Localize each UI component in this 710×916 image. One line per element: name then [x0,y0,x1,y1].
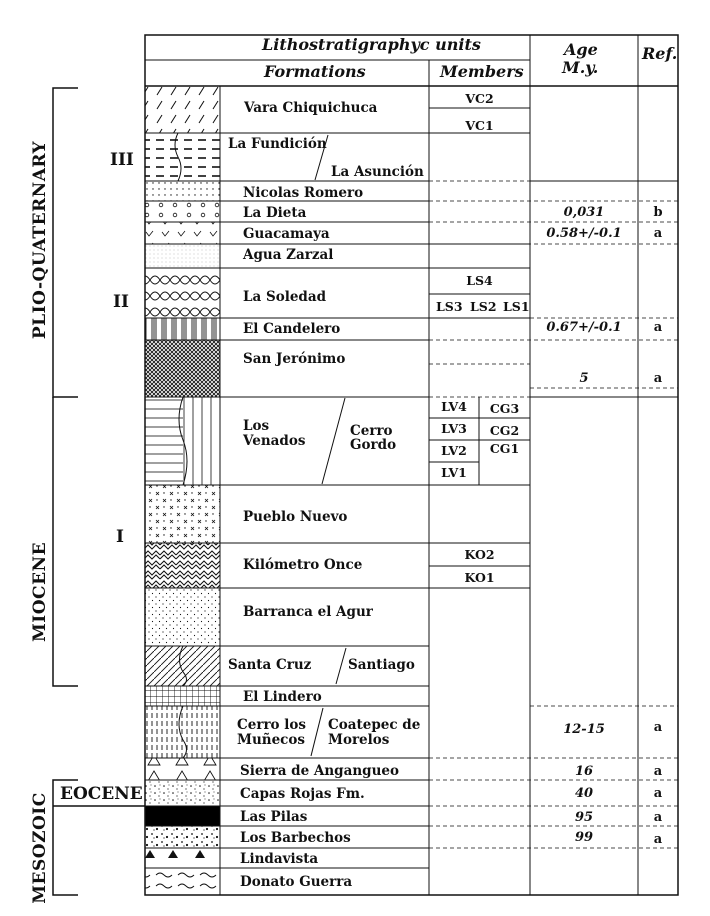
group-ii: II [113,292,129,312]
formation-los-venados-line2: Venados [243,433,306,449]
formation-donato-guerra: Donato Guerra [240,874,353,890]
capas-rojas-pattern [145,780,220,806]
lindavista-pattern [145,848,220,868]
la-dieta-pattern [145,201,220,222]
member-vc2: VC2 [465,91,494,106]
age-capas-rojas: 40 [574,786,594,801]
formation-barranca-el-agur: Barranca el Agur [243,604,373,620]
age-sierra-de-angangueo: 16 [574,764,594,779]
san-jeronimo-pattern [145,340,220,397]
ref-capas-rojas: a [653,786,663,801]
formation-cerro-los-line2: Muñecos [237,732,305,748]
nicolas-romero-pattern [145,181,220,201]
barranca-el-agur-pattern [145,588,220,646]
age-el-candelero: 0.67+/-0.1 [546,320,622,335]
era-plio-quaternary: PLIO-QUATERNARY [30,140,50,340]
los-barbechos-pattern [145,826,220,848]
el-candelero-pattern [145,318,220,340]
formation-pueblo-nuevo: Pueblo Nuevo [243,509,348,525]
formation-cerro-los-line1: Cerro los [237,717,306,733]
member-ls2: LS2 [470,299,497,314]
age-la-dieta: 0,031 [563,205,605,220]
formation-kilometro-once: Kilómetro Once [243,557,363,573]
era-miocene: MIOCENE [30,541,50,643]
member-lv1: LV1 [441,465,467,480]
formation-cerro-gordo-line1: Cerro [350,423,393,439]
member-lv2: LV2 [441,443,467,458]
formation-coatepec-line2: Morelos [328,732,390,748]
ref-el-candelero: a [653,320,663,335]
formation-vara-chiquichuca: Vara Chiquichuca [244,100,378,116]
lithology-column [145,86,220,894]
formation-la-fundicion: La Fundición [228,136,327,152]
ref-las-pilas: a [653,810,663,825]
vara-chiquichuca-pattern [145,86,220,133]
guacamaya-pattern [145,222,220,244]
el-lindero-pattern [145,686,220,706]
formation-coatepec-line1: Coatepec de [328,717,421,733]
ref-sierra-de-angangueo: a [653,764,663,779]
la-soledad-pattern [145,268,220,318]
member-lv4: LV4 [441,399,467,414]
formation-los-barbechos: Los Barbechos [240,830,351,846]
header-title: Lithostratigraphyc units [262,35,481,54]
formation-cerro-gordo-line2: Gordo [350,437,397,453]
cerro-los-munecos-pattern [145,706,220,758]
era-mesozoic: MESOZOIC [30,792,50,904]
member-vc1: VC1 [465,118,494,133]
formation-agua-zarzal: Agua Zarzal [243,247,334,263]
member-ko1: KO1 [464,570,495,585]
member-lv3: LV3 [441,421,467,436]
formation-el-candelero: El Candelero [243,321,341,337]
header-formations: Formations [264,62,366,81]
formation-los-venados-line1: Los [243,418,270,434]
formation-la-dieta: La Dieta [243,205,307,221]
formation-san-jeronimo: San Jerónimo [243,351,346,367]
ref-los-barbechos: a [653,832,663,847]
header-members: Members [440,62,524,81]
age-los-barbechos: 99 [574,830,594,845]
formation-capas-rojas: Capas Rojas Fm. [240,786,365,802]
formation-santa-cruz: Santa Cruz [228,657,312,673]
formation-la-soledad: La Soledad [243,289,327,305]
header-ref: Ref. [642,44,678,63]
formation-nicolas-romero: Nicolas Romero [243,185,364,201]
sierra-de-angangueo-pattern [145,758,220,780]
member-cg2: CG2 [489,423,520,438]
ref-san-jeronimo: a [653,371,663,386]
member-ko2: KO2 [464,547,495,562]
member-cg3: CG3 [489,401,520,416]
age-cerro-los-munecos: 12-15 [563,722,605,737]
santa-cruz-pattern [145,646,220,686]
age-las-pilas: 95 [574,810,594,825]
formation-las-pilas: Las Pilas [240,809,308,825]
group-i: I [116,527,124,547]
member-ls4: LS4 [466,273,493,288]
la-fundicion-pattern [145,133,220,181]
formation-la-asuncion: La Asunción [331,164,424,180]
header-age: Age [564,40,598,59]
formation-sierra-de-angangueo: Sierra de Angangueo [240,763,400,779]
formation-el-lindero: El Lindero [243,689,322,705]
era-eocene: EOCENE [60,784,143,804]
ref-cerro-los-munecos: a [653,720,663,735]
cerro-gordo-pattern [183,397,220,485]
member-ls3: LS3 [436,299,463,314]
header-age-unit: M.y. [562,58,599,77]
formation-lindavista: Lindavista [240,851,319,867]
pueblo-nuevo-pattern [145,485,220,543]
las-pilas-pattern [145,806,220,826]
formation-santiago: Santiago [348,657,415,673]
age-san-jeronimo: 5 [579,371,589,386]
los-venados-pattern [145,397,183,485]
member-cg1: CG1 [489,441,520,456]
group-iii: III [110,150,134,170]
formation-guacamaya: Guacamaya [243,226,330,242]
ref-guacamaya: a [653,226,663,241]
kilometro-once-pattern [145,543,220,588]
member-ls1: LS1 [503,299,530,314]
donato-guerra-pattern [145,868,220,894]
agua-zarzal-pattern [145,244,220,268]
ref-la-dieta: b [653,205,663,220]
age-guacamaya: 0.58+/-0.1 [546,226,622,241]
